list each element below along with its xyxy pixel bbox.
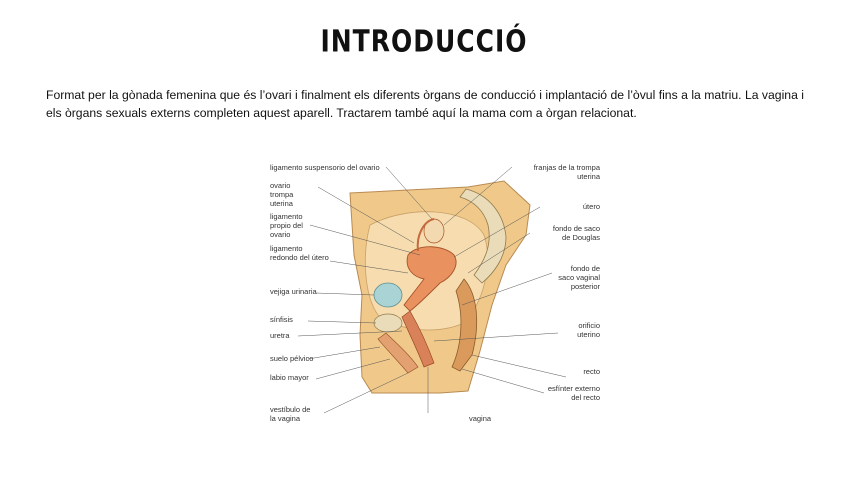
- label-ovario: ovario: [270, 181, 291, 190]
- label-franjas-2: uterina: [577, 172, 600, 181]
- anatomy-figure: [268, 155, 602, 430]
- slide-title: INTRODUCCIÓ: [320, 24, 528, 59]
- label-vejiga: vejiga urinaria: [270, 287, 317, 296]
- bladder: [374, 283, 402, 307]
- label-lig-redondo-2: redondo del útero: [270, 253, 329, 262]
- label-franjas-1: franjas de la trompa: [533, 163, 600, 172]
- label-ligamento-suspensorio: ligamento suspensorio del ovario: [270, 163, 380, 172]
- label-recto: recto: [583, 367, 600, 376]
- label-fondo-post-2: saco vaginal: [558, 273, 600, 282]
- label-utero: útero: [582, 202, 600, 211]
- intro-paragraph: Format per la gònada femenina que és l’ovari i finalment els diferents òrgans de conducció i implantació de l’òvul fins a la matriu. La vagina i els òrgans sexuals externs completen aquest aparell. Tractarem també aquí la mama com a òrgan relacionat.: [46, 88, 804, 120]
- label-uretra: uretra: [270, 331, 290, 340]
- label-douglas-1: fondo de saco: [552, 224, 600, 233]
- label-fondo-post-3: posterior: [570, 282, 600, 291]
- label-douglas-2: de Douglas: [562, 233, 600, 242]
- label-lig-propio-1: ligamento: [270, 212, 303, 221]
- label-uterina: uterina: [270, 199, 293, 208]
- label-vestibulo-2: la vagina: [270, 414, 301, 423]
- female-pelvis-illustration: [268, 155, 602, 430]
- label-esfinter-2: del recto: [571, 393, 600, 402]
- label-esfinter-1: esfínter externo: [547, 384, 600, 393]
- label-suelo-pelvico: suelo pélvico: [270, 354, 314, 363]
- label-vagina: vagina: [468, 414, 492, 423]
- pubic-symphysis: [374, 314, 402, 332]
- label-labio-mayor: labio mayor: [270, 373, 309, 382]
- label-orificio-1: orificio: [578, 321, 600, 330]
- label-lig-redondo-1: ligamento: [270, 244, 303, 253]
- label-fondo-post-1: fondo de: [570, 264, 600, 273]
- label-sinfisis: sínfisis: [270, 315, 293, 324]
- label-orificio-2: uterino: [577, 330, 600, 339]
- label-vestibulo-1: vestíbulo de: [270, 405, 311, 414]
- label-trompa: trompa: [270, 190, 294, 199]
- label-lig-propio-2: propio del: [270, 221, 303, 230]
- label-lig-propio-3: ovario: [270, 230, 291, 239]
